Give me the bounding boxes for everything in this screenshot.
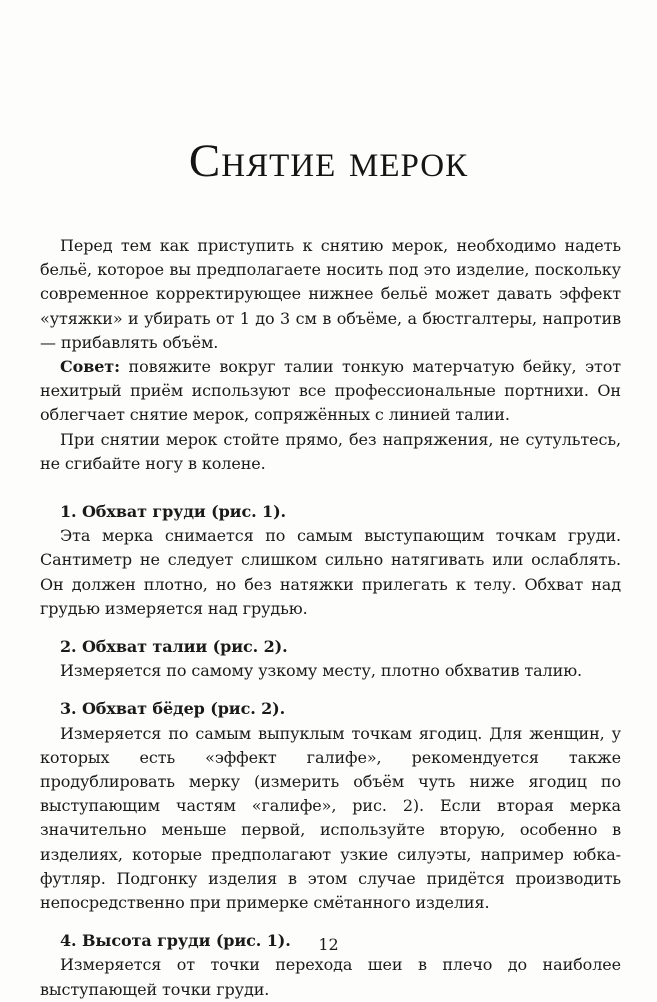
intro-paragraph: Перед тем как приступить к снятию мерок, необходимо надеть бельё, которое вы предполагаете носить под это изделие, поскольку современное корректирующее нижнее бельё может давать эффект «утяжки» и убирать от 1 до 3 см в объёме, а бюстгалтеры, напротив — прибавлять объём. (40, 236, 621, 352)
tip-paragraph (40, 355, 621, 428)
body-text (40, 234, 621, 1002)
tip-text: повяжите вокруг талии тонкую матерчатую бейку, этот нехитрый приём используют все профессиональные портнихи. Он облегчает снятие мерок, сопряжённых с линией талии. (40, 357, 621, 425)
page-title: Снятие мерок (188, 135, 469, 187)
section-heading-bust-height: 4. Высота груди (рис. 1). (60, 931, 291, 951)
section-heading-waist: 2. Обхват талии (рис. 2). (60, 637, 288, 657)
tip-label: Совет: (60, 357, 120, 377)
section-text-hips: Измеряется по самым выпуклым точкам ягодиц. Для женщин, у которых есть «эффект галифе», рекомендуется также продублировать мерку (измерить объём чуть ниже ягодиц по выступающим частям «галифе», рис. 2). Если вторая мерка значительно меньше первой, используйте вторую, особенно в изделиях, которые предполагают узкие силуэты, например юбка-футляр. Подгонку изделия в этом случае придётся производить непосредственно при примерке смётанного изделия. (40, 723, 621, 913)
posture-paragraph: При снятии мерок стойте прямо, без напряжения, не сутультесь, не сгибайте ногу в колене. (40, 429, 621, 473)
section-heading-hips: 3. Обхват бёдер (рис. 2). (60, 699, 286, 719)
section-heading-chest: 1. Обхват груди (рис. 1). (60, 502, 287, 522)
section-text-bust-height: Измеряется от точки перехода шеи в плечо до наиболее выступающей точки груди. (40, 955, 621, 999)
section-text-waist: Измеряется по самому узкому месту, плотно обхватив талию. (60, 661, 583, 681)
section-text-chest: Эта мерка снимается по самым выступающим точкам груди. Сантиметр не следует слишком сильно натягивать или ослаблять. Он должен плотно, но без натяжки прилегать к телу. Обхват над грудью измеряется над грудью. (40, 526, 621, 618)
page-number: 12 (318, 935, 339, 954)
